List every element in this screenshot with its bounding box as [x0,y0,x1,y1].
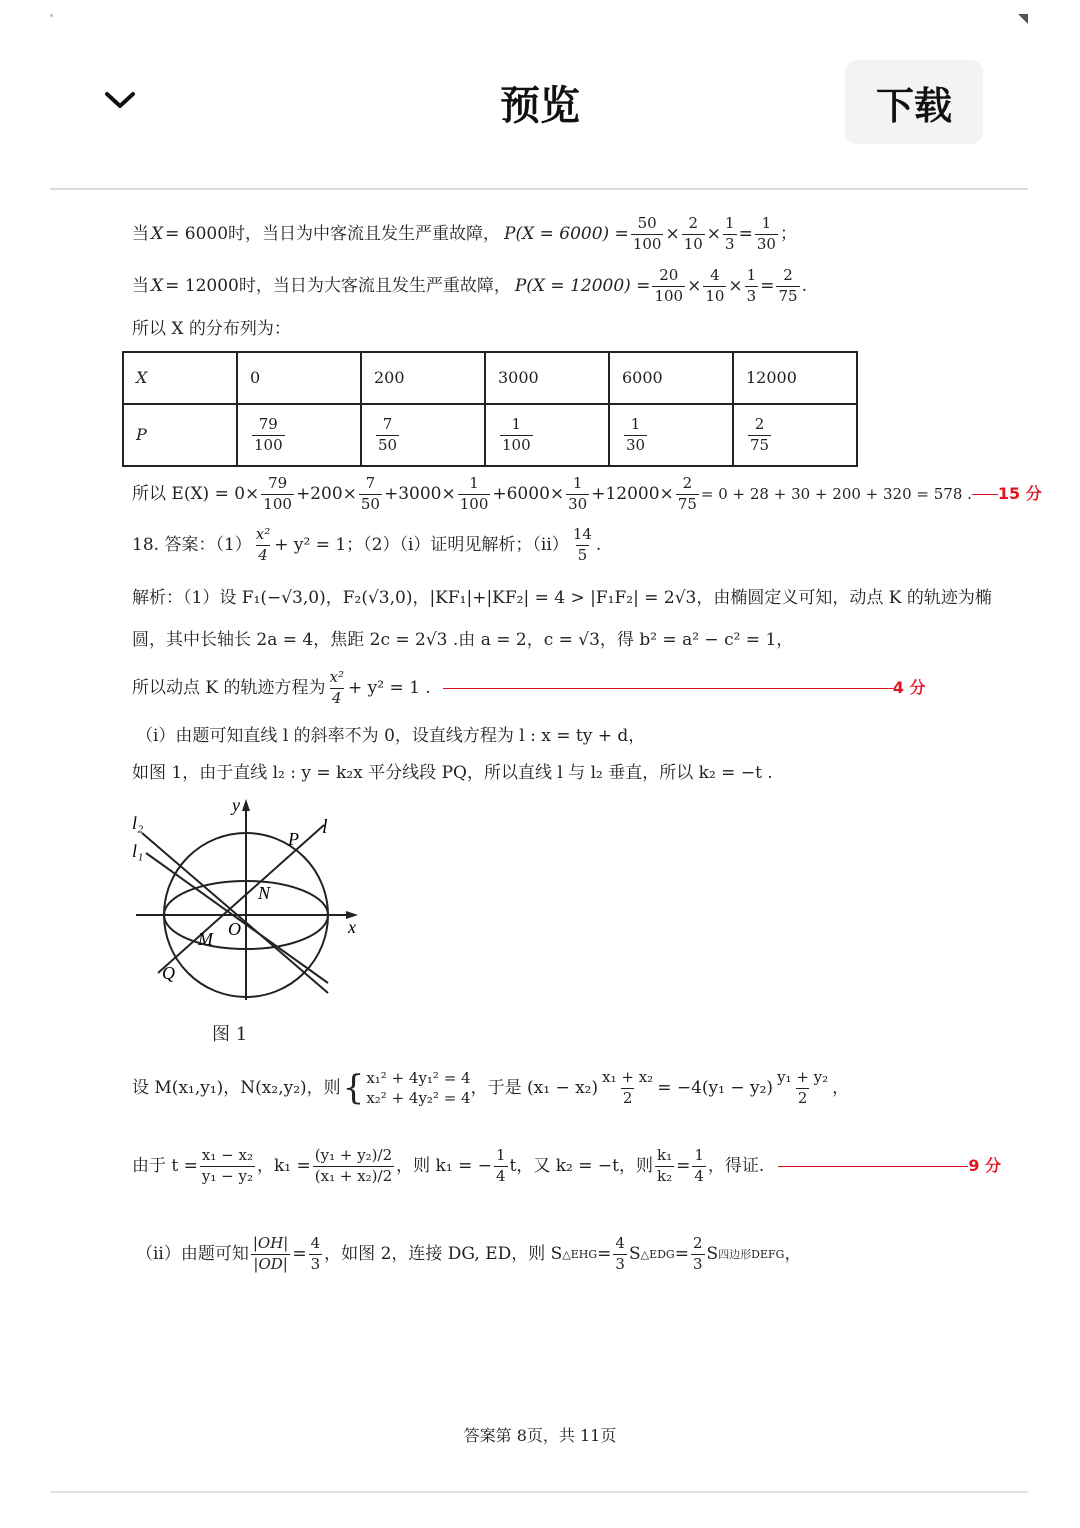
text: ， [832,1077,850,1098]
line-x6000: 当 X = 6000时，当日为中客流且发生严重故障， P(X = 6000) = $\frac{50}{100}$ × $\frac{2}{10}$ × $\frac{1}{3}$ = $\frac{1}{30}$ ； [132,214,797,253]
download-button[interactable]: 下载 [845,60,983,144]
table-cell: $\frac{2}{75}$ [733,404,857,466]
text: 所以 E(X) = 0× [132,483,260,504]
q18-answer [132,527,601,564]
part-i-line-2: 如图 1，由于直线 l₂ : y = k₂x 平分线段 PQ，所以直线 l 与 l₂ 垂直，所以 k₂ = −t . [132,763,773,783]
text: S [628,1243,641,1264]
fraction: $\frac{20}{100}$ [654,266,684,305]
var-x: X [151,275,164,296]
chevron-down-icon [103,89,137,111]
label-l1: l₁ [132,841,144,861]
text: 由于 t = [132,1155,198,1176]
fraction: $\frac{\text{y₁ + y₂}}{2}$ [777,1068,829,1107]
fraction: $\frac{4}{3}$ [615,1234,625,1273]
text: S [706,1243,719,1264]
fraction: $\frac{2}{75}$ [778,266,798,305]
subscript: △EDG [640,1247,675,1261]
table-cell: X [123,352,237,404]
prob-expr: P(X = 12000) = [514,275,651,296]
fraction: $\frac{\text{x²}}{4}$ [329,668,344,707]
text: 18. 答案：（1） [132,534,252,555]
text: 当 [132,223,149,244]
text: + y² = 1；（2）（i）证明见解析；（ii） [274,534,569,555]
k-ratio-line [132,1148,1001,1185]
part-i-line-1: （i）由题可知直线 l 的斜率不为 0，设直线方程为 l : x = ty + d， [136,726,646,746]
table-cell: 3000 [485,352,609,404]
fraction: $\frac{79}{100}$ [263,474,292,513]
var-x: X [151,223,164,244]
fraction: $\frac{1}{30}$ [568,474,588,513]
fraction: $\frac{\text{x₁ − x₂}}{\text{y₁ − y₂}}$ [201,1146,253,1185]
fraction: $\frac{1}{4}$ [495,1146,506,1185]
table-cell: 200 [361,352,485,404]
score-line [778,1166,968,1168]
analysis-line-3 [132,670,925,707]
table-cell: 12000 [733,352,857,404]
page-title: 预览 [500,83,580,129]
label-o: O [228,919,241,939]
fraction: $\frac{\text{x²}}{4}$ [255,525,271,564]
part-ii-line [136,1236,801,1273]
label-m: M [198,929,213,949]
score-mark: 9 分 [968,1156,1002,1176]
table-row [123,352,857,404]
score-mark: 4 分 [892,678,926,698]
label-l: l [322,816,328,838]
analysis-line-1: 解析：（1）设 F₁(−√3,0)，F₂(√3,0)，|KF₁|+|KF₂| = 4 > |F₁F₂| = 2√3，由椭圆定义可知，动点 K 的轨迹为椭 [132,588,992,608]
text: . [801,275,807,296]
label-n: N [258,883,271,903]
text: = [292,1243,307,1264]
text: ，于是 (x₁ − x₂) [470,1077,599,1098]
corner-indicator-icon [1018,14,1028,24]
text: = 12000时，当日为大客流且发生严重故障， [165,275,511,296]
fraction: $\frac{\text{(y₁ + y₂)/2}}{\text{(x₁ + x₂)/2}}$ [314,1146,393,1185]
subscript: 四边形DEFG [718,1247,785,1261]
analysis-line-2: 圆，其中长轴长 2a = 4，焦距 2c = 2√3 .由 a = 2，c = √3，得 b² = a² − c² = 1， [132,630,794,650]
score-line [972,494,998,496]
brace-icon: { [342,1068,365,1109]
fraction: $\frac{1}{3}$ [746,266,757,305]
text: = 6000时，当日为中客流且发生严重故障， [165,223,501,244]
table-cell: 6000 [609,352,733,404]
text: ，则 k₁ = − [396,1155,492,1176]
text: = [674,1243,689,1264]
text: +12000× [591,483,674,504]
fraction: $\frac{1}{3}$ [725,214,735,253]
table-cell: $\frac{7}{50}$ [361,404,485,466]
text: ，k₁ = [256,1155,311,1176]
text: ， [784,1243,802,1264]
text: +200× [295,483,357,504]
fraction: $\frac{1}{4}$ [694,1146,704,1185]
fraction: $\frac{7}{50}$ [360,474,380,513]
fraction: $\frac{2}{3}$ [692,1234,703,1273]
text: 当 [132,275,149,296]
status-dot [50,14,53,17]
distribution-table [122,351,858,467]
fraction: $\frac{2}{75}$ [677,474,697,513]
fraction: $\frac{1}{100}$ [459,474,489,513]
line-x12000: 当 X = 12000时，当日为大客流且发生严重故障， P(X = 12000) = $\frac{20}{100}$ × $\frac{4}{10}$ × $\frac{1}{3}$ = $\frac{2}{75}$ . [132,266,807,305]
text: 设 M(x₁,y₁)，N(x₂,y₂)，则 [132,1077,341,1098]
label-l2: l₂ [132,813,144,833]
expectation-line [132,476,1042,513]
back-button[interactable] [96,76,144,124]
line-l [158,825,324,973]
fraction: $\frac{\text{x₁ + x₂}}{2}$ [602,1068,654,1107]
equation-system: x₁² + 4y₁² = 4 x₂² + 4y₂² = 4 [366,1069,471,1108]
text: = [676,1155,691,1176]
table-cell: $\frac{1}{30}$ [609,404,733,466]
text: （ii）由题可知 [136,1243,249,1264]
table-row [123,404,857,466]
score-mark: 15 分 [997,484,1042,504]
text: + y² = 1 . [348,677,431,698]
text: +3000× [383,483,456,504]
header-divider [50,188,1028,190]
figure-caption: 图 1 [212,1024,248,1045]
table-cell: $\frac{79}{100}$ [237,404,361,466]
distribution-intro: 所以 X 的分布列为： [132,319,291,339]
label-q: Q [162,963,175,983]
subscript: △EHG [562,1247,598,1261]
fraction: $\frac{14}{5}$ [572,525,592,564]
fraction: $\frac{50}{100}$ [632,214,662,253]
table-cell: $\frac{1}{100}$ [485,404,609,466]
fraction: $\frac{2}{10}$ [683,214,703,253]
page-footer: 答案第 8页，共 11页 [463,1426,617,1445]
table-cell: 0 [237,352,361,404]
label-p: P [288,829,299,849]
text: +6000× [492,483,565,504]
text: ，如图 2，连接 DG, ED，则 S [324,1243,563,1264]
mn-line [132,1068,849,1109]
score-line [443,688,893,690]
text: = 0 + 28 + 30 + 200 + 320 = 578 . [700,484,972,503]
text: = −4(y₁ − y₂) [657,1077,774,1098]
label-x: x [348,917,356,937]
fraction: $\frac{4}{3}$ [310,1234,321,1273]
fraction: $\frac{4}{10}$ [705,266,725,305]
text: = [597,1243,612,1264]
prob-expr: P(X = 6000) = [504,223,629,244]
table-cell: P [123,404,237,466]
text: 所以动点 K 的轨迹方程为 [132,677,326,698]
text: . [595,534,602,555]
text: ，得证. [707,1155,765,1176]
label-y: y [232,795,240,815]
fraction: $\frac{1}{30}$ [756,214,776,253]
text: ； [779,223,797,244]
fraction: $\frac{|OH|}{|OD|}$ [252,1234,289,1273]
figure-1 [128,795,368,1005]
bottom-divider [50,1491,1028,1493]
y-axis-arrow [242,799,250,811]
fraction: $\frac{\text{k₁}}{\text{k₂}}$ [657,1146,673,1185]
text: t，又 k₂ = −t，则 [509,1155,653,1176]
